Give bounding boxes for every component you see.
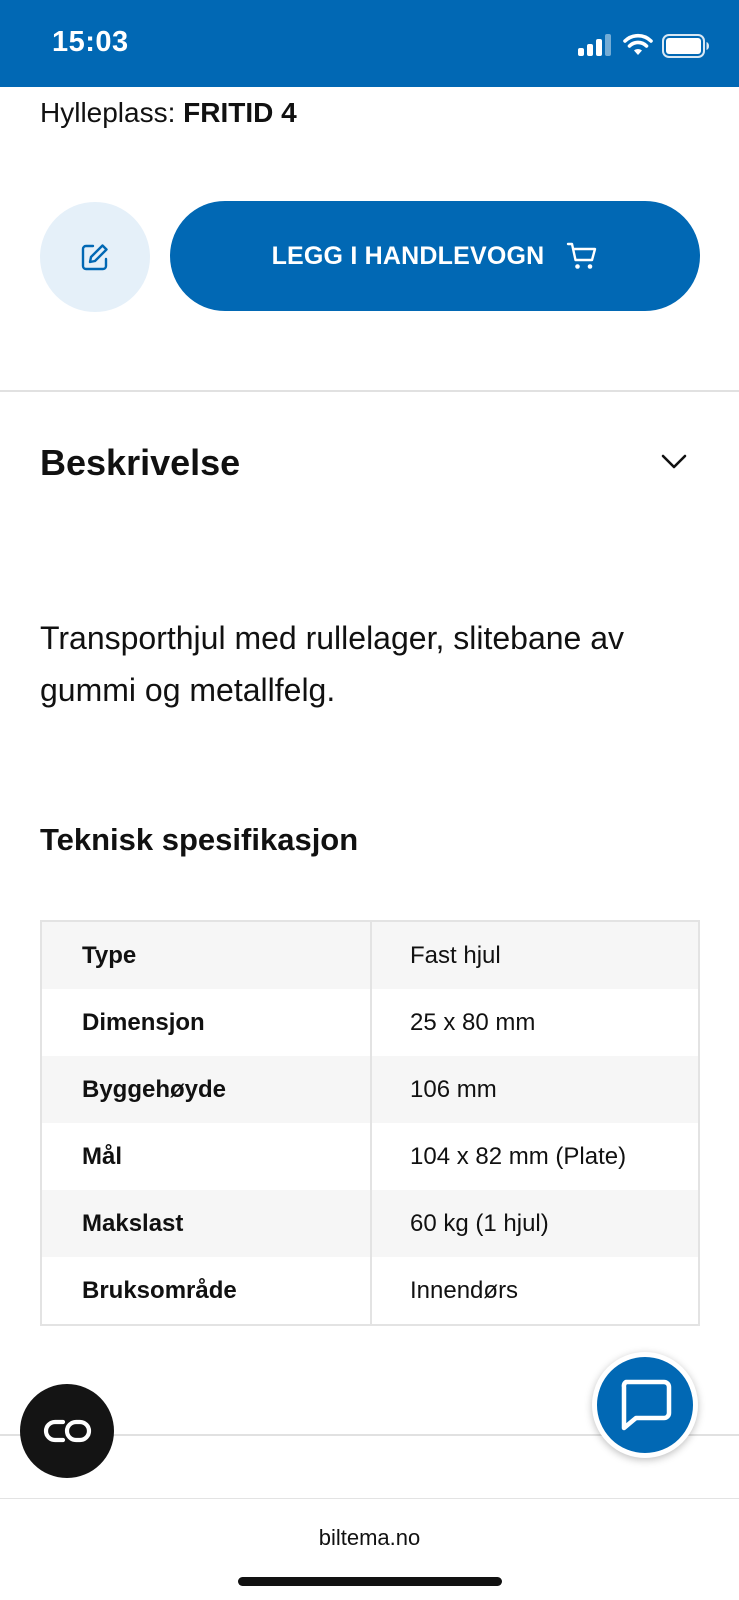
table-row — [42, 1190, 698, 1257]
spec-value: 25 x 80 mm — [410, 1008, 536, 1036]
spec-value: 106 mm — [410, 1075, 497, 1103]
home-indicator[interactable] — [238, 1577, 502, 1586]
status-bar — [0, 0, 739, 87]
spec-value: Innendørs — [410, 1276, 519, 1304]
spec-key: Mål — [42, 1123, 372, 1190]
section-divider — [0, 390, 739, 392]
spec-table — [40, 920, 700, 1326]
chevron-down-icon[interactable] — [660, 452, 688, 472]
cookie-settings-button[interactable] — [20, 1384, 114, 1478]
shelf-label: Hylleplass: — [40, 97, 176, 128]
shelf-value: FRITID 4 — [183, 97, 297, 128]
table-row — [42, 1123, 698, 1190]
description-title[interactable]: Beskrivelse — [40, 442, 241, 483]
chat-icon — [616, 1377, 674, 1433]
table-row — [42, 922, 698, 989]
table-row — [42, 1257, 698, 1324]
add-to-cart-label: LEGG I HANDLEVOGN — [271, 241, 545, 270]
cookie-icon — [41, 1417, 93, 1445]
spec-value: 60 kg (1 hjul) — [410, 1209, 549, 1237]
add-to-cart-button[interactable] — [170, 201, 700, 311]
battery-icon — [662, 34, 710, 58]
spec-value: Fast hjul — [410, 941, 501, 969]
spec-title: Teknisk spesifikasjon — [40, 822, 359, 857]
spec-value: 104 x 82 mm (Plate) — [410, 1142, 627, 1170]
shelf-location — [40, 97, 297, 129]
spec-key: Type — [42, 922, 372, 989]
cart-icon — [566, 241, 598, 271]
table-row — [42, 1056, 698, 1123]
signal-icon — [578, 34, 614, 56]
description-text: Transporthjul med rullelager, slitebane av gummi og metallfelg. — [40, 620, 625, 708]
spec-key: Bruksområde — [42, 1257, 372, 1324]
edit-button[interactable] — [40, 202, 150, 312]
url-label[interactable]: biltema.no — [318, 1525, 421, 1550]
spec-key: Dimensjon — [42, 989, 372, 1056]
wifi-icon — [623, 33, 653, 57]
spec-key: Makslast — [42, 1190, 372, 1257]
spec-key: Byggehøyde — [42, 1056, 372, 1123]
edit-icon — [80, 242, 110, 272]
status-time: 15:03 — [52, 26, 129, 58]
table-row — [42, 989, 698, 1056]
chat-button[interactable] — [592, 1352, 698, 1458]
browser-bar — [0, 1498, 739, 1600]
